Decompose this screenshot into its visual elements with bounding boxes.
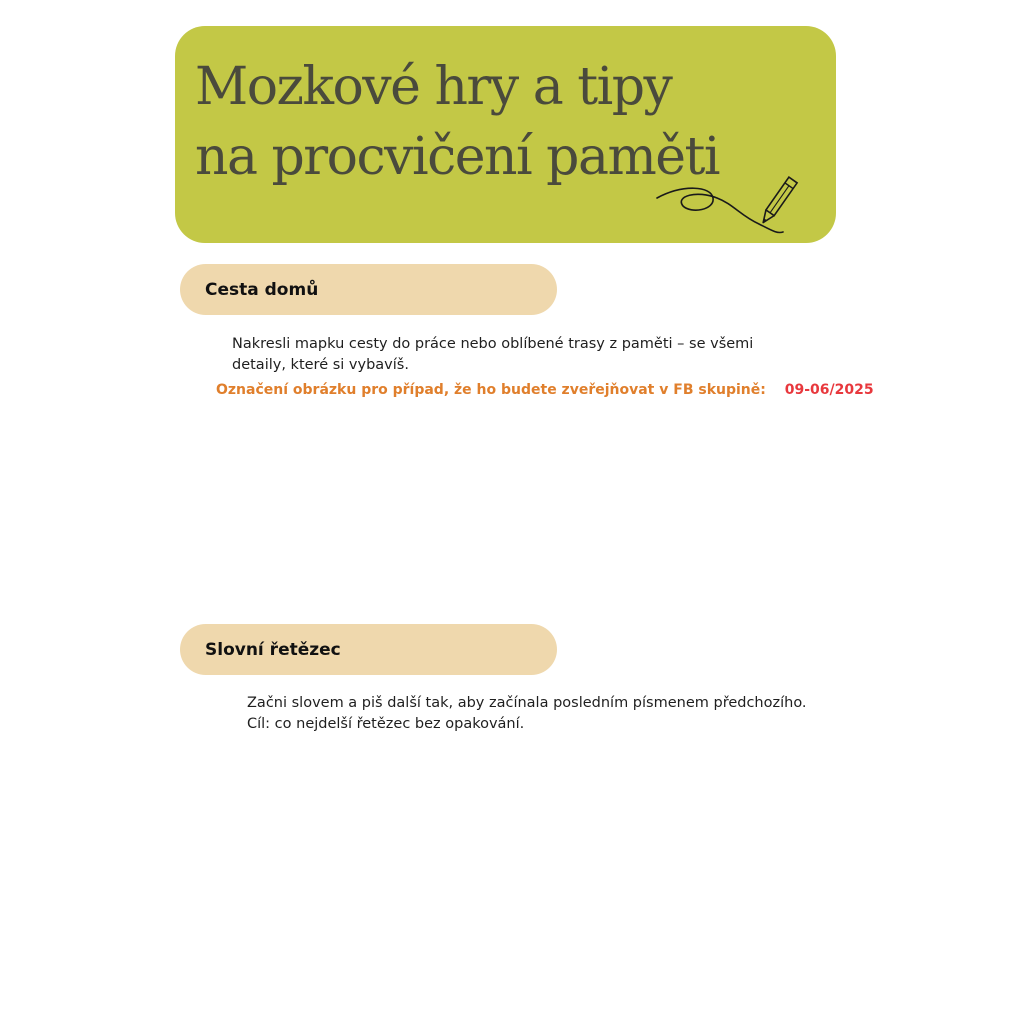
section-text: Nakresli mapku cesty do práce nebo oblíbené trasy z paměti – se všemi detaily, které si vybavíš. bbox=[232, 336, 754, 373]
section-text: Začni slovem a piš další tak, aby začínala posledním písmenem předchozího. Cíl: co nejdelší řetězec bez opakování. bbox=[247, 695, 807, 732]
header-banner bbox=[175, 26, 836, 243]
title-line-1: Mozkové hry a tipy bbox=[195, 57, 672, 117]
section-header-cesta-domu bbox=[180, 264, 557, 315]
fb-group-note bbox=[216, 380, 874, 400]
fb-note-date: 09-06/2025 bbox=[784, 382, 874, 398]
section-header-slovni-retezec bbox=[180, 624, 557, 675]
section-title: Slovní řetězec bbox=[205, 639, 341, 660]
fb-note-label: Označení obrázku pro případ, že ho budete zveřejňovat v FB skupině: bbox=[216, 382, 766, 398]
page-title bbox=[195, 52, 719, 192]
pencil-doodle-icon bbox=[653, 172, 823, 244]
title-line-2: na procvičení paměti bbox=[195, 127, 720, 187]
section-title: Cesta domů bbox=[205, 279, 319, 300]
